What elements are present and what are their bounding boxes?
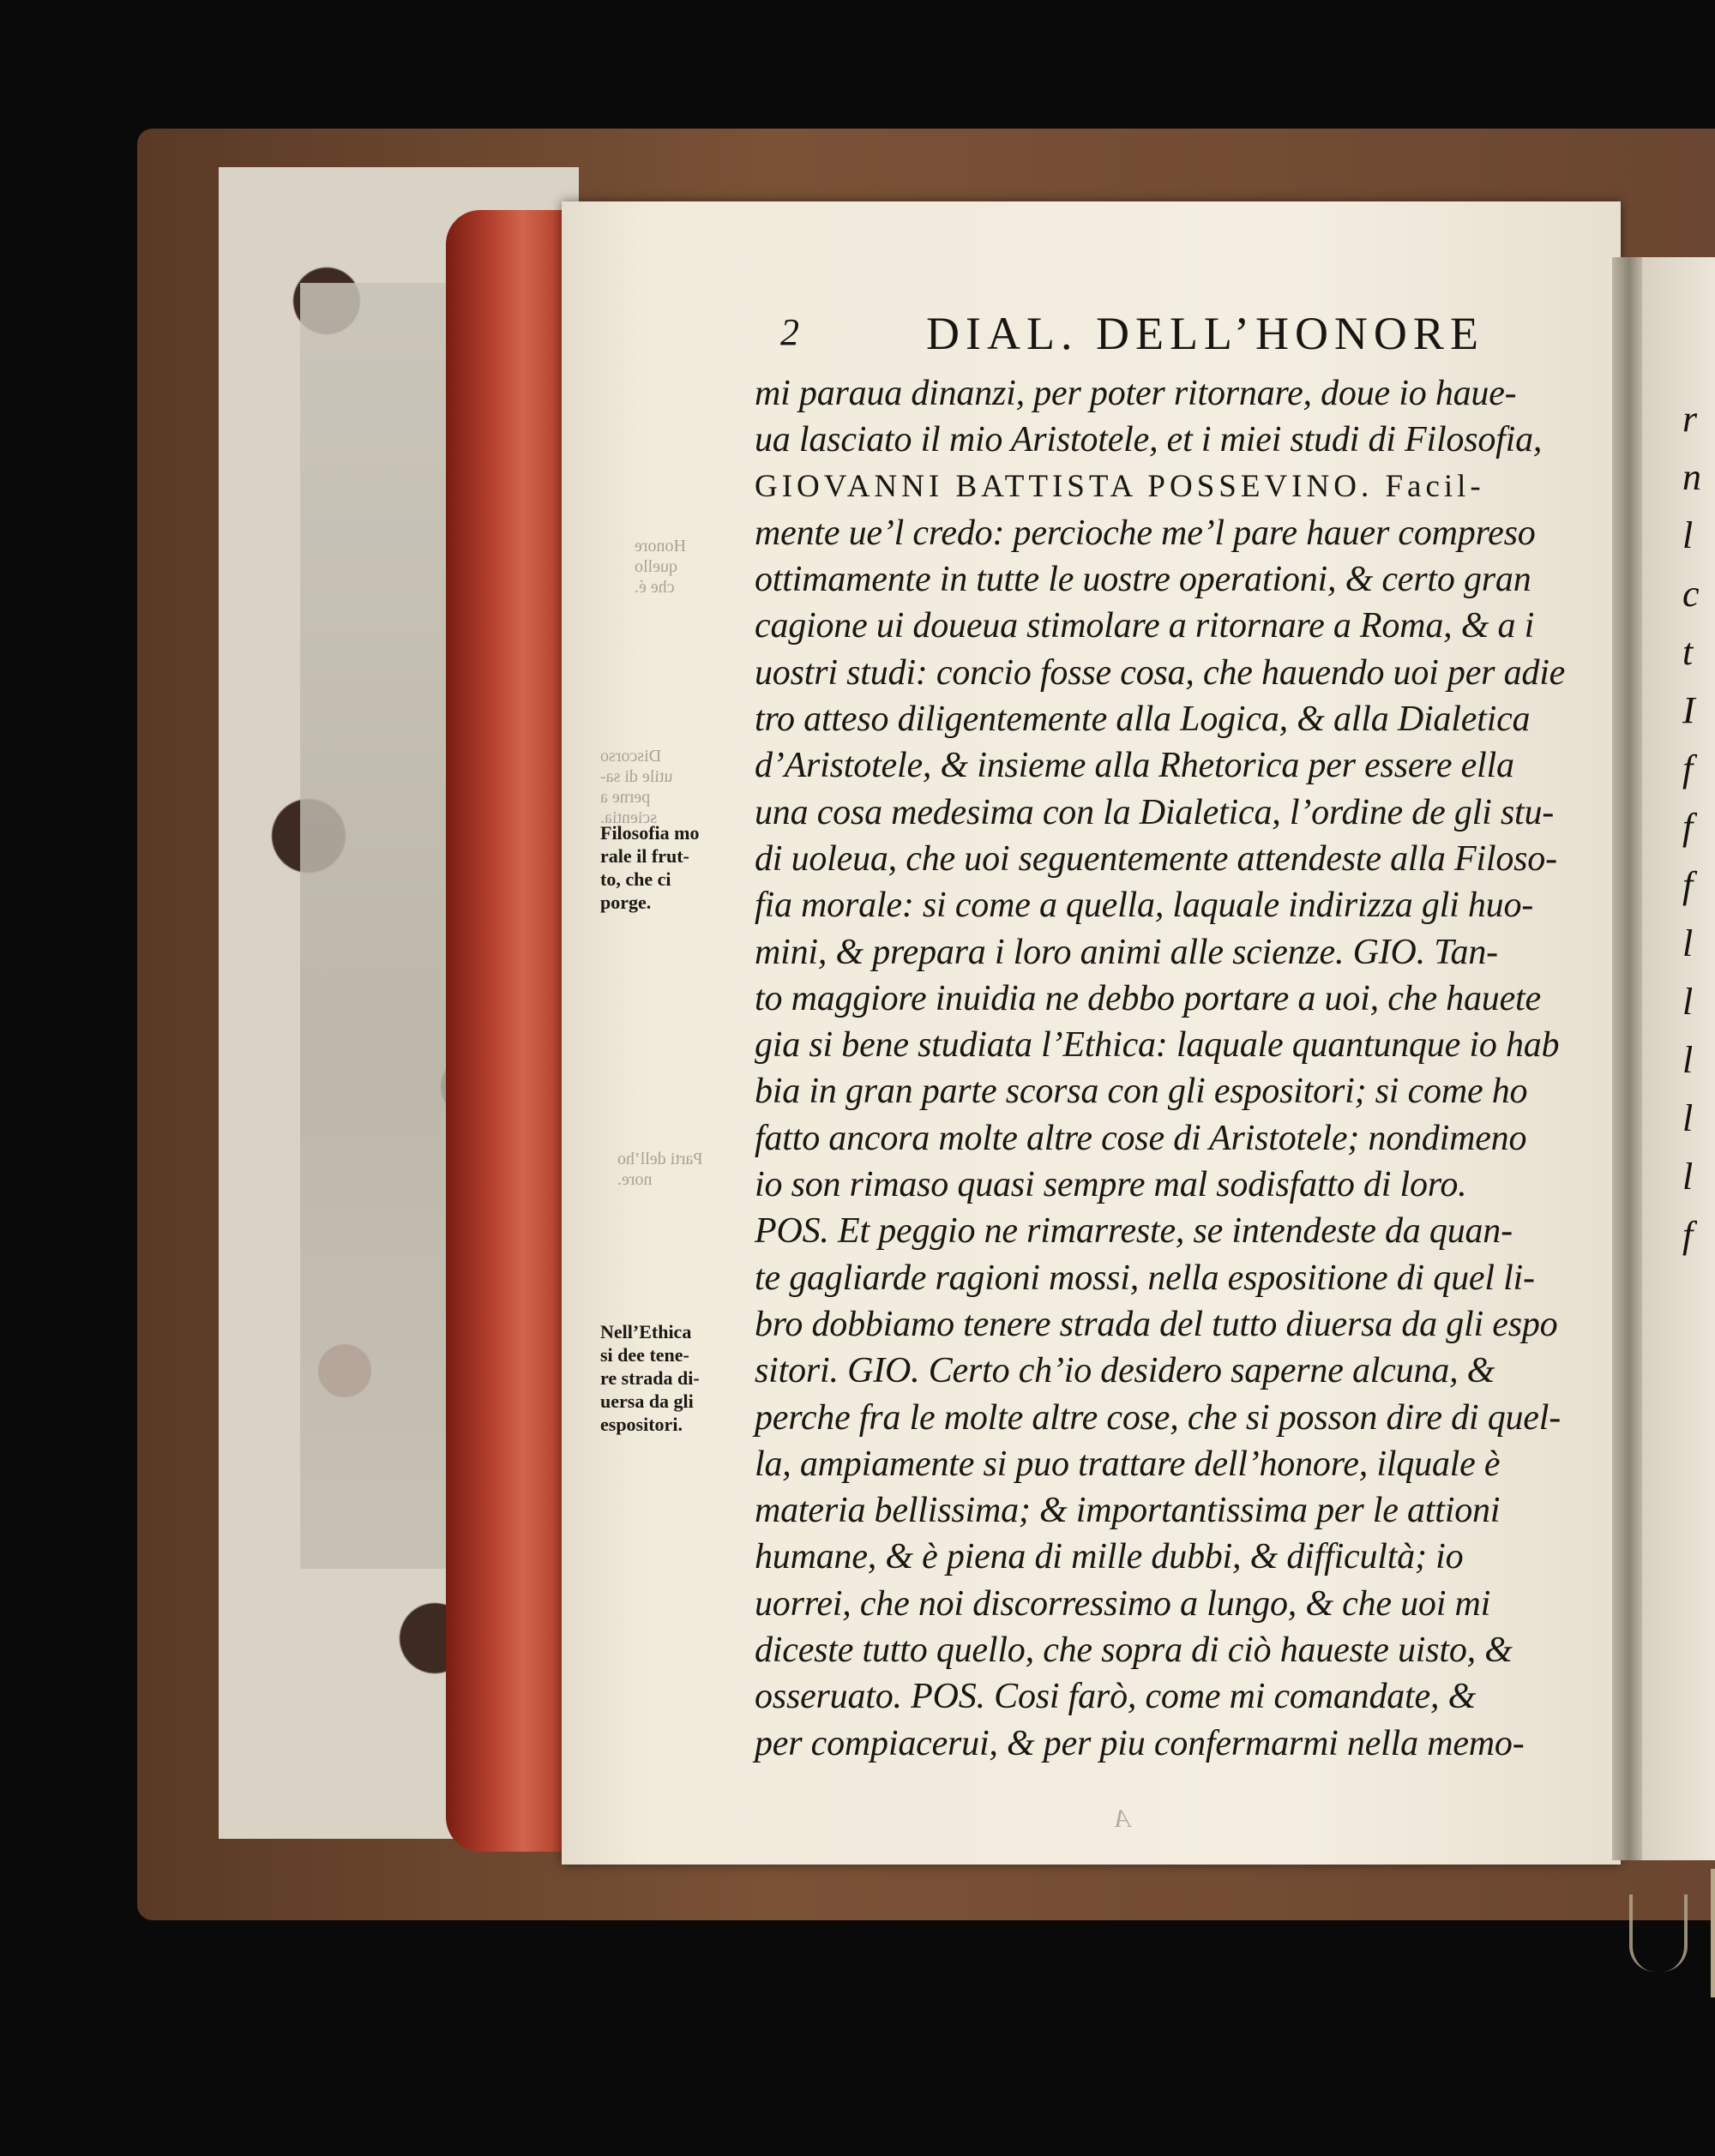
text-line: bia in gran parte scorsa con gli espositori; si come ho — [755, 1072, 1528, 1112]
margin-note-line: rale il frut- — [600, 845, 689, 867]
margin-note-line: Nell’Ethica — [600, 1321, 692, 1342]
show-through-note — [600, 746, 712, 828]
text-line: per compiacerui, & per piu confermarmi nella memo- — [755, 1723, 1525, 1763]
margin-note-filosofia — [600, 821, 746, 914]
show-through-note — [617, 1149, 729, 1190]
show-through-line: scientia. — [600, 808, 658, 827]
text-line: bro dobbiamo tenere strada del tutto diuersa da gli espo — [755, 1304, 1558, 1344]
text-line: mente ue’l credo: percioche me’l pare hauer compreso — [755, 513, 1536, 553]
red-page-edges — [446, 210, 575, 1852]
margin-note-ethica — [600, 1320, 746, 1436]
text-line: perche fra le molte altre cose, che si posson dire di quel- — [755, 1397, 1561, 1438]
text-line: mi paraua dinanzi, per poter ritornare, doue io haue- — [755, 374, 1517, 413]
text-line: uostri studi: concio fosse cosa, che hauendo uoi per adie — [755, 652, 1566, 693]
text-line: uorrei, che noi discorressimo a lungo, & che uoi mi — [755, 1583, 1491, 1624]
text-line: te gagliarde ragioni mossi, nella espositione di quel li- — [755, 1258, 1535, 1298]
text-line: mini, & prepara i loro animi alle scienze. GIO. Tan- — [755, 932, 1498, 972]
page-number: 2 — [780, 311, 799, 353]
text-line: osseruato. POS. Cosi farò, come mi comandate, & — [755, 1677, 1477, 1717]
text-line: tro atteso diligentemente alla Logica, & alla Dialetica — [755, 700, 1531, 740]
margin-note-line: Filosofia mo — [600, 822, 700, 844]
text-line: fia morale: si come a quella, laquale indirizza gli huo- — [755, 886, 1534, 926]
margin-note-line: to, che ci — [600, 868, 671, 890]
main-text-block — [755, 370, 1578, 1767]
running-head: DIAL. DELL’HONORE — [926, 308, 1484, 359]
text-line: cagione ui doueua stimolare a ritornare a Roma, & a i — [755, 606, 1535, 646]
text-line: sitori. GIO. Certo ch’io desidero saperne alcuna, & — [755, 1351, 1495, 1391]
text-line: ottimamente in tutte le uostre operationi, & certo gran — [755, 560, 1531, 600]
text-line: una cosa medesima con la Dialetica, l’ordine de gli stu- — [755, 792, 1555, 832]
show-through-line: che é. — [635, 578, 675, 597]
text-line: di uoleua, che uoi seguentemente attendeste alla Filoso- — [755, 838, 1557, 879]
text-line: POS. Et peggio ne rimarreste, se intendeste da quan- — [755, 1211, 1513, 1252]
text-line: humane, & è piena di mille dubbi, & difficultà; io — [755, 1537, 1464, 1577]
text-line: to maggiore inuidia ne debbo portare a uoi, che hauete — [755, 978, 1541, 1018]
text-line: ua lasciato il mio Aristotele, et i miei studi di Filosofia, — [755, 420, 1543, 460]
bookmark-ribbon — [1711, 1869, 1715, 1997]
margin-note-line: porge. — [600, 892, 652, 913]
show-through-line: Discorso — [600, 747, 662, 766]
show-through-line: quello — [635, 557, 677, 576]
facing-page-text: r n l c t I f f f l l l l l f — [1682, 398, 1701, 1256]
book-tie — [1629, 1895, 1688, 1972]
show-through-note — [635, 536, 746, 598]
show-through-line: Honore — [635, 537, 686, 556]
margin-note-line: espositori. — [600, 1414, 683, 1435]
text-line: diceste tutto quello, che sopra di ciò haueste uisto, & — [755, 1631, 1513, 1671]
text-line: gia si bene studiata l’Ethica: laquale quantunque io hab — [755, 1025, 1560, 1066]
show-through-signature: A — [1115, 1805, 1131, 1833]
text-line: io son rimaso quasi sempre mal sodisfatto di loro. — [755, 1165, 1467, 1205]
margin-note-line: uersa da gli — [600, 1390, 694, 1412]
show-through-line: utile di sa- — [600, 767, 673, 786]
text-line: d’Aristotele, & insieme alla Rhetorica per essere ella — [755, 746, 1514, 786]
text-line: la, ampiamente si puo trattare dell’honore, ilquale è — [755, 1444, 1501, 1484]
show-through-line: perne a — [600, 788, 651, 807]
margin-note-line: re strada di- — [600, 1367, 700, 1389]
text-line: fatto ancora molte altre cose di Aristotele; nondimeno — [755, 1118, 1527, 1158]
show-through-line: Parti dell’ho — [617, 1150, 703, 1168]
show-through-line: nore. — [617, 1170, 653, 1189]
margin-note-line: si dee tene- — [600, 1344, 689, 1366]
text-line: materia bellissima; & importantissima per le attioni — [755, 1491, 1501, 1531]
book-gutter — [1612, 257, 1646, 1860]
text-line: GIOVANNI BATTISTA POSSEVINO. Facil- — [755, 468, 1485, 504]
